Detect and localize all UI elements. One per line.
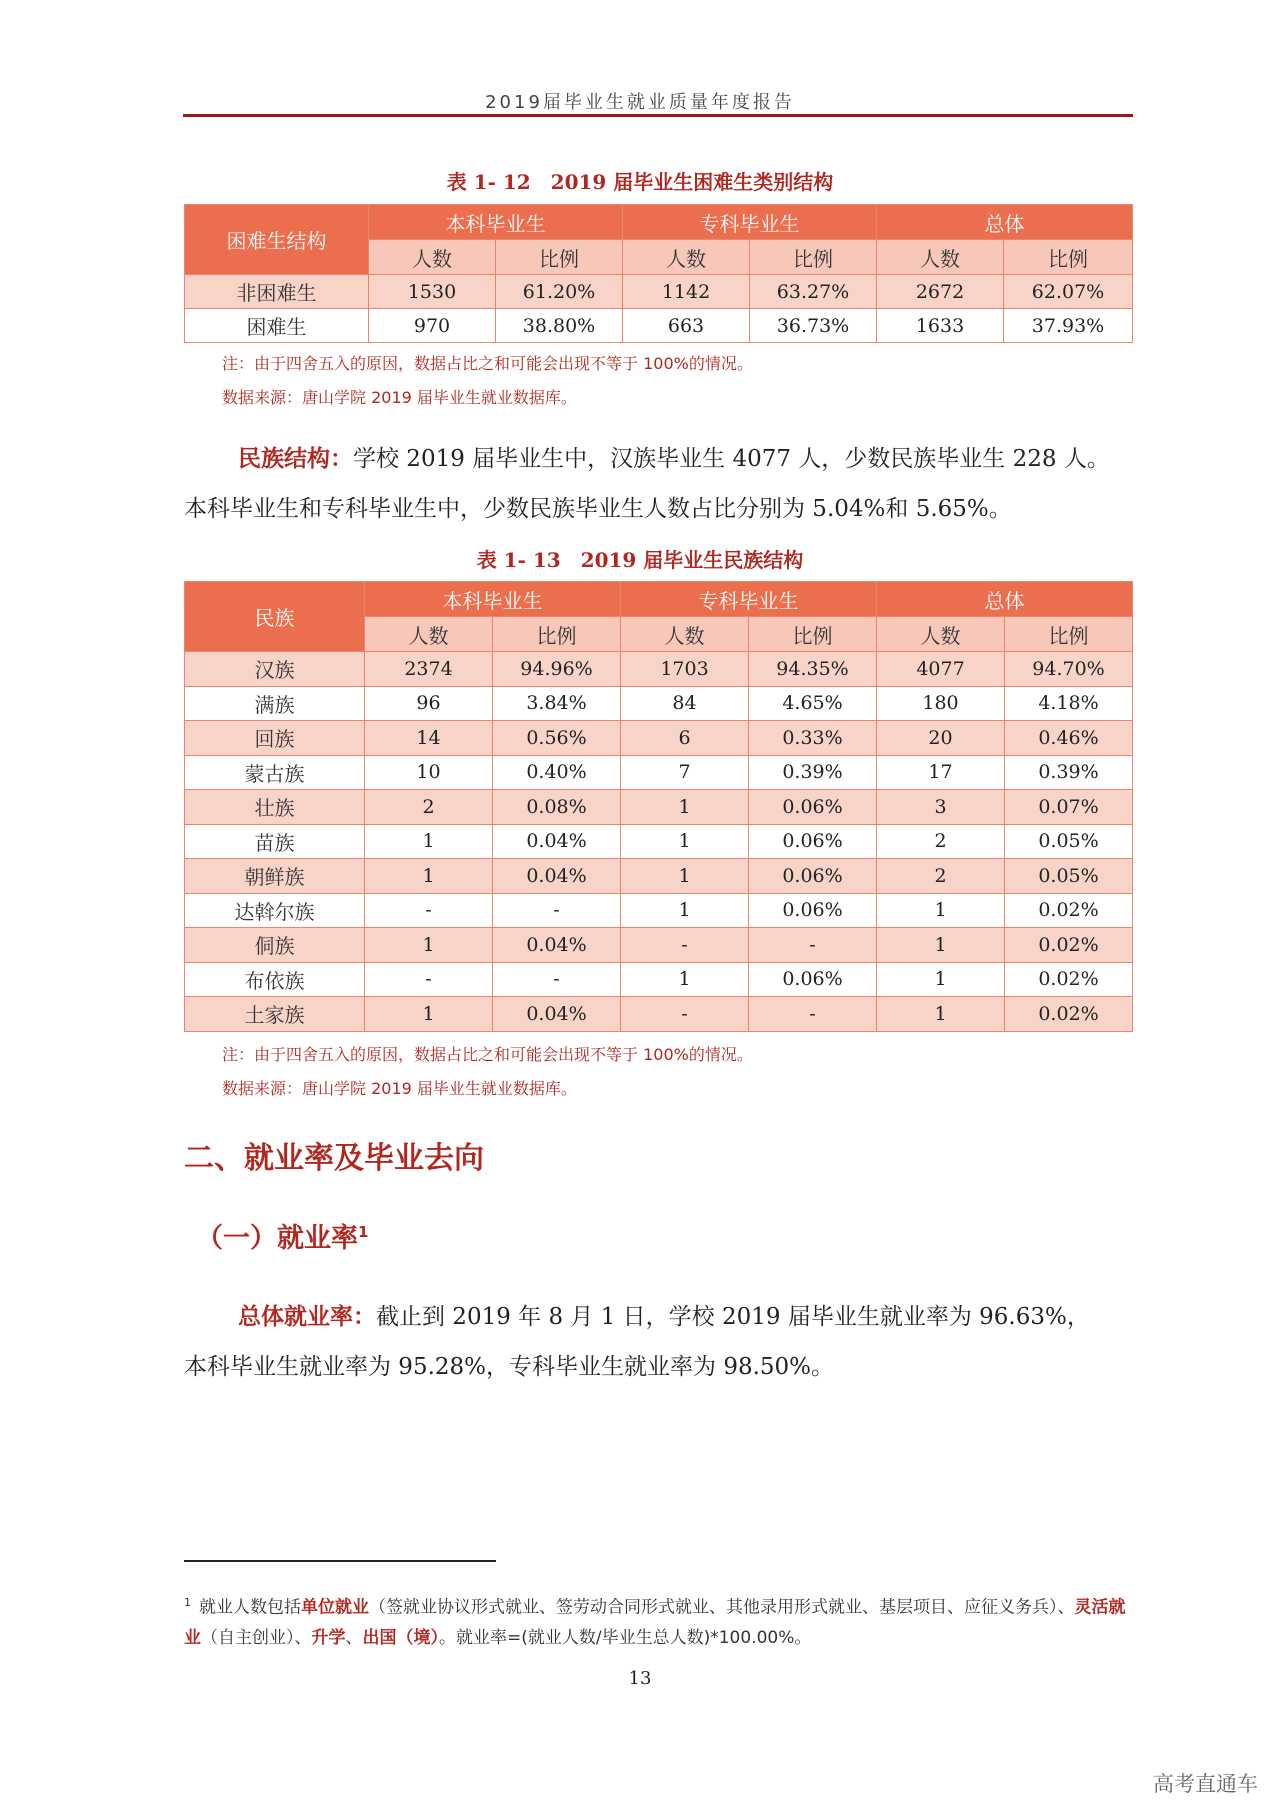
table-cell: 1 (877, 997, 1005, 1032)
table12-source: 数据来源：唐山学院 2019 届毕业生就业数据库。 (222, 388, 577, 407)
table-cell: 0.06% (749, 859, 877, 894)
row-label: 汉族 (185, 652, 365, 687)
table-cell: 63.27% (750, 275, 877, 309)
table13-group-undergrad: 本科毕业生 (365, 582, 621, 617)
footnote-text: （签就业协议形式就业、签劳动合同形式就业、其他录用形式就业、基层项目、应征义务兵）、 (369, 1597, 1075, 1618)
table-cell: 2 (365, 790, 493, 825)
table-cell: - (365, 962, 493, 997)
table-row (185, 686, 1133, 721)
table13-sub-ratio: 比例 (1005, 617, 1133, 652)
row-label: 非困难生 (185, 275, 369, 309)
table-cell: 180 (877, 686, 1005, 721)
table-cell: 0.04% (493, 824, 621, 859)
table-row (185, 997, 1133, 1032)
table13-sub-count: 人数 (877, 617, 1005, 652)
table-cell: 4.65% (749, 686, 877, 721)
table12-sub-count: 人数 (877, 240, 1004, 275)
section-heading: 二、就业率及毕业去向 (184, 1141, 484, 1176)
table13-note: 注：由于四舍五入的原因，数据占比之和可能会出现不等于 100%的情况。 (222, 1045, 753, 1064)
table-cell: 1 (621, 893, 749, 928)
table12 (184, 204, 1133, 343)
row-label: 壮族 (185, 790, 365, 825)
table-row (185, 962, 1133, 997)
ethnic-paragraph-line1 (184, 440, 1134, 473)
table-cell: 0.06% (749, 790, 877, 825)
row-label: 苗族 (185, 824, 365, 859)
table-cell: 20 (877, 721, 1005, 756)
table-cell: 0.40% (493, 755, 621, 790)
table-cell: 0.06% (749, 893, 877, 928)
table-cell: 62.07% (1004, 275, 1133, 309)
row-label: 回族 (185, 721, 365, 756)
table12-sub-count: 人数 (623, 240, 750, 275)
table-cell: 0.02% (1005, 928, 1133, 963)
table-row (185, 652, 1133, 687)
table-cell: 0.06% (749, 824, 877, 859)
table-row (185, 721, 1133, 756)
rate-paragraph-line2: 本科毕业生就业率为 95.28%，专科毕业生就业率为 98.50%。 (184, 1354, 835, 1380)
table12-sub-ratio: 比例 (1004, 240, 1133, 275)
table-cell: 1 (621, 962, 749, 997)
table13-caption: 表 1- 13 2019 届毕业生民族结构 (476, 548, 804, 572)
table-cell: 0.39% (1005, 755, 1133, 790)
table12-group-undergrad: 本科毕业生 (369, 205, 623, 240)
table-cell: 970 (369, 309, 496, 343)
table-cell: 4.18% (1005, 686, 1133, 721)
table-cell: 0.56% (493, 721, 621, 756)
table-cell: 4077 (877, 652, 1005, 687)
rate-text1: 截止到 2019 年 8 月 1 日，学校 2019 届毕业生就业率为 96.63%， (376, 1304, 1090, 1330)
footnote-bold: 灵活就业 (184, 1597, 1126, 1648)
table-row (185, 309, 1133, 343)
table12-corner: 困难生结构 (185, 205, 369, 275)
table-cell: 0.04% (493, 859, 621, 894)
table-cell: 94.96% (493, 652, 621, 687)
table-cell: 61.20% (496, 275, 623, 309)
rate-label: 总体就业率： (238, 1304, 376, 1330)
table-cell: 37.93% (1004, 309, 1133, 343)
table-cell: 1 (877, 893, 1005, 928)
table-cell: 1 (365, 859, 493, 894)
table12-sub-ratio: 比例 (496, 240, 623, 275)
watermark: 高考直通车 (1153, 1772, 1258, 1796)
table-cell: 1 (877, 962, 1005, 997)
table-cell: 0.07% (1005, 790, 1133, 825)
table-cell: 17 (877, 755, 1005, 790)
table-cell: 1 (877, 928, 1005, 963)
table-cell: 0.08% (493, 790, 621, 825)
table-cell: 0.02% (1005, 893, 1133, 928)
table-cell: 38.80% (496, 309, 623, 343)
header-rule (183, 114, 1133, 117)
table13-sub-count: 人数 (621, 617, 749, 652)
table13-source: 数据来源：唐山学院 2019 届毕业生就业数据库。 (222, 1079, 577, 1098)
row-label: 满族 (185, 686, 365, 721)
table12-note: 注：由于四舍五入的原因，数据占比之和可能会出现不等于 100%的情况。 (222, 354, 753, 373)
table13-group-college: 专科毕业生 (621, 582, 877, 617)
table-cell: 0.02% (1005, 997, 1133, 1032)
footnote-ref: 1 (358, 1223, 369, 1241)
table-cell: 0.39% (749, 755, 877, 790)
table-cell: 0.46% (1005, 721, 1133, 756)
footnote-text: （自主创业）、 (201, 1627, 312, 1648)
table-row (185, 275, 1133, 309)
table-cell: 0.02% (1005, 962, 1133, 997)
table-cell: 36.73% (750, 309, 877, 343)
row-label: 侗族 (185, 928, 365, 963)
table13-sub-ratio: 比例 (749, 617, 877, 652)
table-cell: 0.04% (493, 997, 621, 1032)
subsection-heading (196, 1216, 368, 1255)
table-cell: 1633 (877, 309, 1004, 343)
footnote-bold: 升学 (311, 1627, 346, 1648)
table12-sub-count: 人数 (369, 240, 496, 275)
table-cell: 1530 (369, 275, 496, 309)
table12-group-total: 总体 (877, 205, 1133, 240)
table-cell: 2 (877, 859, 1005, 894)
table-row (185, 893, 1133, 928)
table-cell: 1 (365, 824, 493, 859)
table-cell: - (493, 962, 621, 997)
running-header: 2019届毕业生就业质量年度报告 (485, 92, 795, 113)
subsection-title: （一）就业率 (196, 1223, 358, 1254)
table-cell: 0.05% (1005, 859, 1133, 894)
table-cell: 0.04% (493, 928, 621, 963)
table-cell: - (621, 997, 749, 1032)
footnote-mark: 1 (184, 1596, 191, 1609)
table12-sub-ratio: 比例 (750, 240, 877, 275)
table13-sub-ratio: 比例 (493, 617, 621, 652)
footnote-text: 、 (345, 1627, 363, 1648)
table-cell: - (621, 928, 749, 963)
table-cell: 1 (621, 824, 749, 859)
page-number: 13 (628, 1668, 652, 1689)
table-cell: 3 (877, 790, 1005, 825)
table-cell: 2672 (877, 275, 1004, 309)
table-cell: 663 (623, 309, 750, 343)
table-cell: 1 (621, 859, 749, 894)
table13-group-total: 总体 (877, 582, 1133, 617)
table-cell: 94.70% (1005, 652, 1133, 687)
table-row (185, 928, 1133, 963)
table-cell: 7 (621, 755, 749, 790)
footnote-rule (184, 1560, 496, 1562)
table13 (184, 581, 1133, 1032)
table-cell: 0.33% (749, 721, 877, 756)
table-cell: 94.35% (749, 652, 877, 687)
table-cell: 96 (365, 686, 493, 721)
table-cell: 84 (621, 686, 749, 721)
table12-caption: 表 1- 12 2019 届毕业生困难生类别结构 (446, 170, 834, 194)
table-cell: 1 (365, 928, 493, 963)
row-label: 土家族 (185, 997, 365, 1032)
table-cell: 3.84% (493, 686, 621, 721)
table-cell: 2 (877, 824, 1005, 859)
table13-sub-count: 人数 (365, 617, 493, 652)
table-row (185, 790, 1133, 825)
table-cell: 1 (365, 997, 493, 1032)
row-label: 困难生 (185, 309, 369, 343)
ethnic-text1: 学校 2019 届毕业生中，汉族毕业生 4077 人，少数民族毕业生 228 人。 (353, 446, 1110, 472)
footnote-text: 就业人数包括 (199, 1597, 301, 1618)
table13-corner: 民族 (185, 582, 365, 652)
rate-paragraph-line1 (184, 1298, 1134, 1331)
footnote-bold: 单位就业 (301, 1597, 369, 1618)
table-cell: 1 (621, 790, 749, 825)
table-row (185, 755, 1133, 790)
footnote-bold: 出国（境） (362, 1627, 439, 1648)
table-cell: 1703 (621, 652, 749, 687)
row-label: 布依族 (185, 962, 365, 997)
table-cell: - (749, 997, 877, 1032)
table-cell: 0.06% (749, 962, 877, 997)
ethnic-label: 民族结构： (238, 446, 353, 472)
footnote-text: 。就业率=(就业人数/毕业生总人数)*100.00%。 (439, 1627, 812, 1648)
table-cell: 10 (365, 755, 493, 790)
table12-group-college: 专科毕业生 (623, 205, 877, 240)
row-label: 蒙古族 (185, 755, 365, 790)
ethnic-paragraph-line2: 本科毕业生和专科毕业生中，少数民族毕业生人数占比分别为 5.04%和 5.65%。 (184, 496, 1012, 522)
table-cell: 14 (365, 721, 493, 756)
footnote (184, 1588, 1134, 1653)
table-cell: 1142 (623, 275, 750, 309)
table-cell: - (749, 928, 877, 963)
row-label: 朝鲜族 (185, 859, 365, 894)
table-cell: - (493, 893, 621, 928)
table-cell: - (365, 893, 493, 928)
table-row (185, 859, 1133, 894)
table-cell: 2374 (365, 652, 493, 687)
table-cell: 0.05% (1005, 824, 1133, 859)
table-cell: 6 (621, 721, 749, 756)
table-row (185, 824, 1133, 859)
row-label: 达斡尔族 (185, 893, 365, 928)
